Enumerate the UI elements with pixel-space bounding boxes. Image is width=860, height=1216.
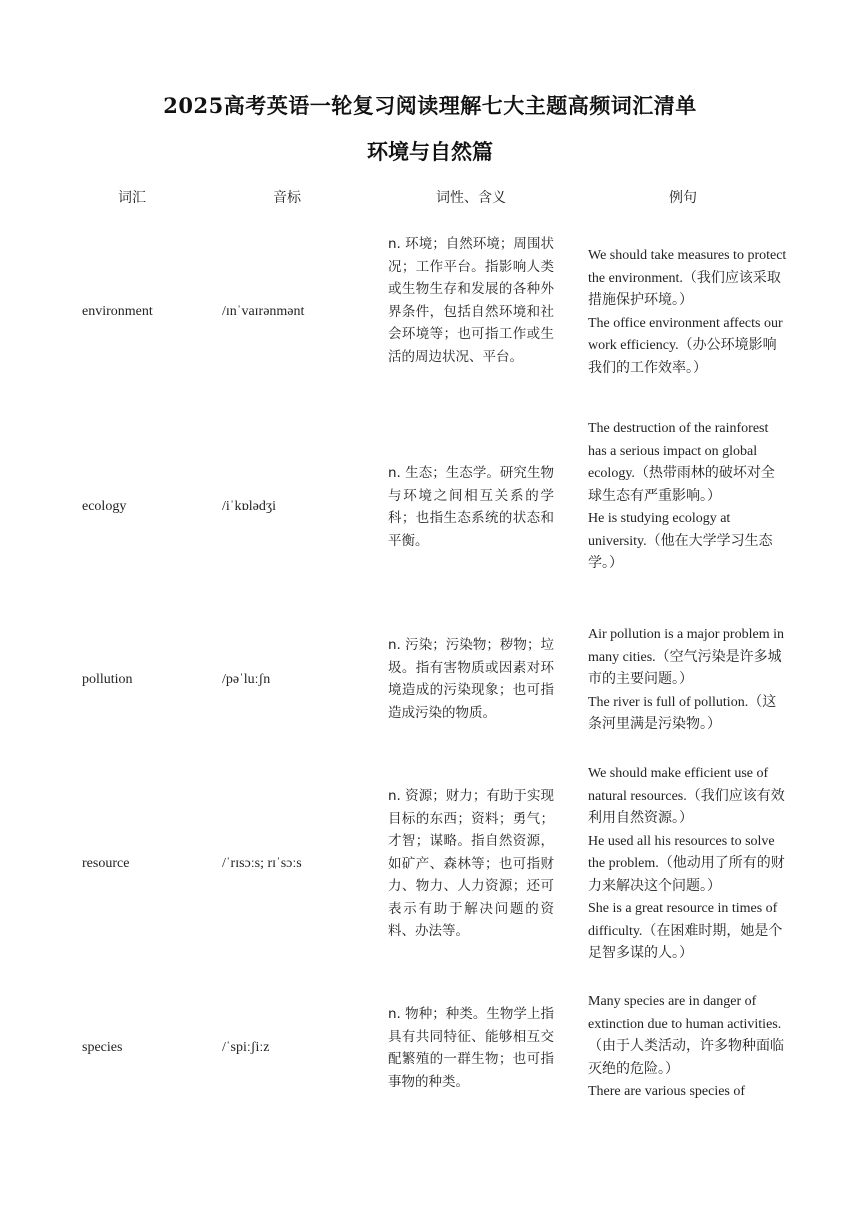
row-meaning: n. 资源；财力；有助于实现目标的东西；资料；勇气；才智；谋略。指自然资源，如矿产、森林等；也可指财力、物力、人力资源；还可表示有助于解决问题的资料、办法等。 [388, 788, 554, 939]
row-examples [588, 624, 788, 737]
header-phonetic: 音标 [273, 190, 301, 206]
header-example: 例句 [669, 190, 697, 206]
example-sentence: We should make efficient use of natural resources.（我们应该有效利用自然资源。） [588, 766, 785, 826]
header-word: 词汇 [118, 190, 146, 206]
row-meaning: n. 生态；生态学。研究生物与环境之间相互关系的学科；也指生态系统的状态和平衡。 [388, 465, 554, 549]
example-sentence: There are various species of [588, 1084, 746, 1099]
row-examples [588, 763, 788, 966]
header-meaning: 词性、含义 [436, 190, 506, 206]
row-examples [588, 991, 788, 1104]
row-word: pollution [82, 672, 133, 687]
example-sentence: The river is full of pollution.（这条河里满是污染物。） [588, 694, 777, 732]
example-sentence: She is a great resource in times of difficulty.（在困难时期，她是个足智多谋的人。） [588, 901, 783, 961]
row-meaning: n. 污染；污染物；秽物；垃圾。指有害物质或因素对环境造成的污染现象；也可指造成污染的物质。 [388, 637, 554, 721]
example-sentence: The office environment affects our work efficiency.（办公环境影响我们的工作效率。） [588, 315, 783, 376]
row-phonetic: /ɪnˈvaɪrənmənt [222, 304, 305, 319]
row-word: species [82, 1040, 123, 1055]
example-sentence: He is studying ecology at university.（他在大学学习生态学。） [588, 511, 773, 571]
document-subtitle: 环境与自然篇 [367, 139, 493, 164]
row-phonetic: /iˈkɒlədʒi [222, 499, 276, 514]
row-meaning: n. 环境；自然环境；周围状况；工作平台。指影响人类或生物生存和发展的各种外界条件，包括自然环境和社会环境等；也可指工作或生活的周边状况、平台。 [388, 236, 554, 365]
row-word: resource [82, 856, 130, 871]
row-phonetic: /pəˈluːʃn [222, 672, 271, 687]
example-sentence: We should take measures to protect the environment.（我们应该采取措施保护环境。） [588, 248, 787, 308]
example-sentence: He used all his resources to solve the problem.（他动用了所有的财力来解决这个问题。） [588, 833, 785, 894]
row-word: ecology [82, 499, 127, 514]
example-sentence: Air pollution is a major problem in many cities.（空气污染是许多城市的主要问题。） [588, 627, 784, 687]
row-word: environment [82, 304, 153, 319]
example-sentence: Many species are in danger of extinction due to human activities.（由于人类活动，许多物种面临灭绝的危险。） [588, 994, 784, 1077]
row-phonetic: /ˈrɪsɔːs; rɪˈsɔːs [222, 856, 302, 871]
row-phonetic: /ˈspiːʃiːz [222, 1040, 270, 1055]
row-examples [588, 418, 788, 576]
row-examples [588, 245, 788, 380]
example-sentence: The destruction of the rainforest has a serious impact on global ecology.（热带雨林的破坏对全球生态有严重影响。） [588, 421, 775, 504]
document-title: 2025高考英语一轮复习阅读理解七大主题高频词汇清单 [163, 93, 697, 118]
row-meaning: n. 物种；种类。生物学上指具有共同特征、能够相互交配繁殖的一群生物；也可指事物的种类。 [388, 1006, 554, 1090]
